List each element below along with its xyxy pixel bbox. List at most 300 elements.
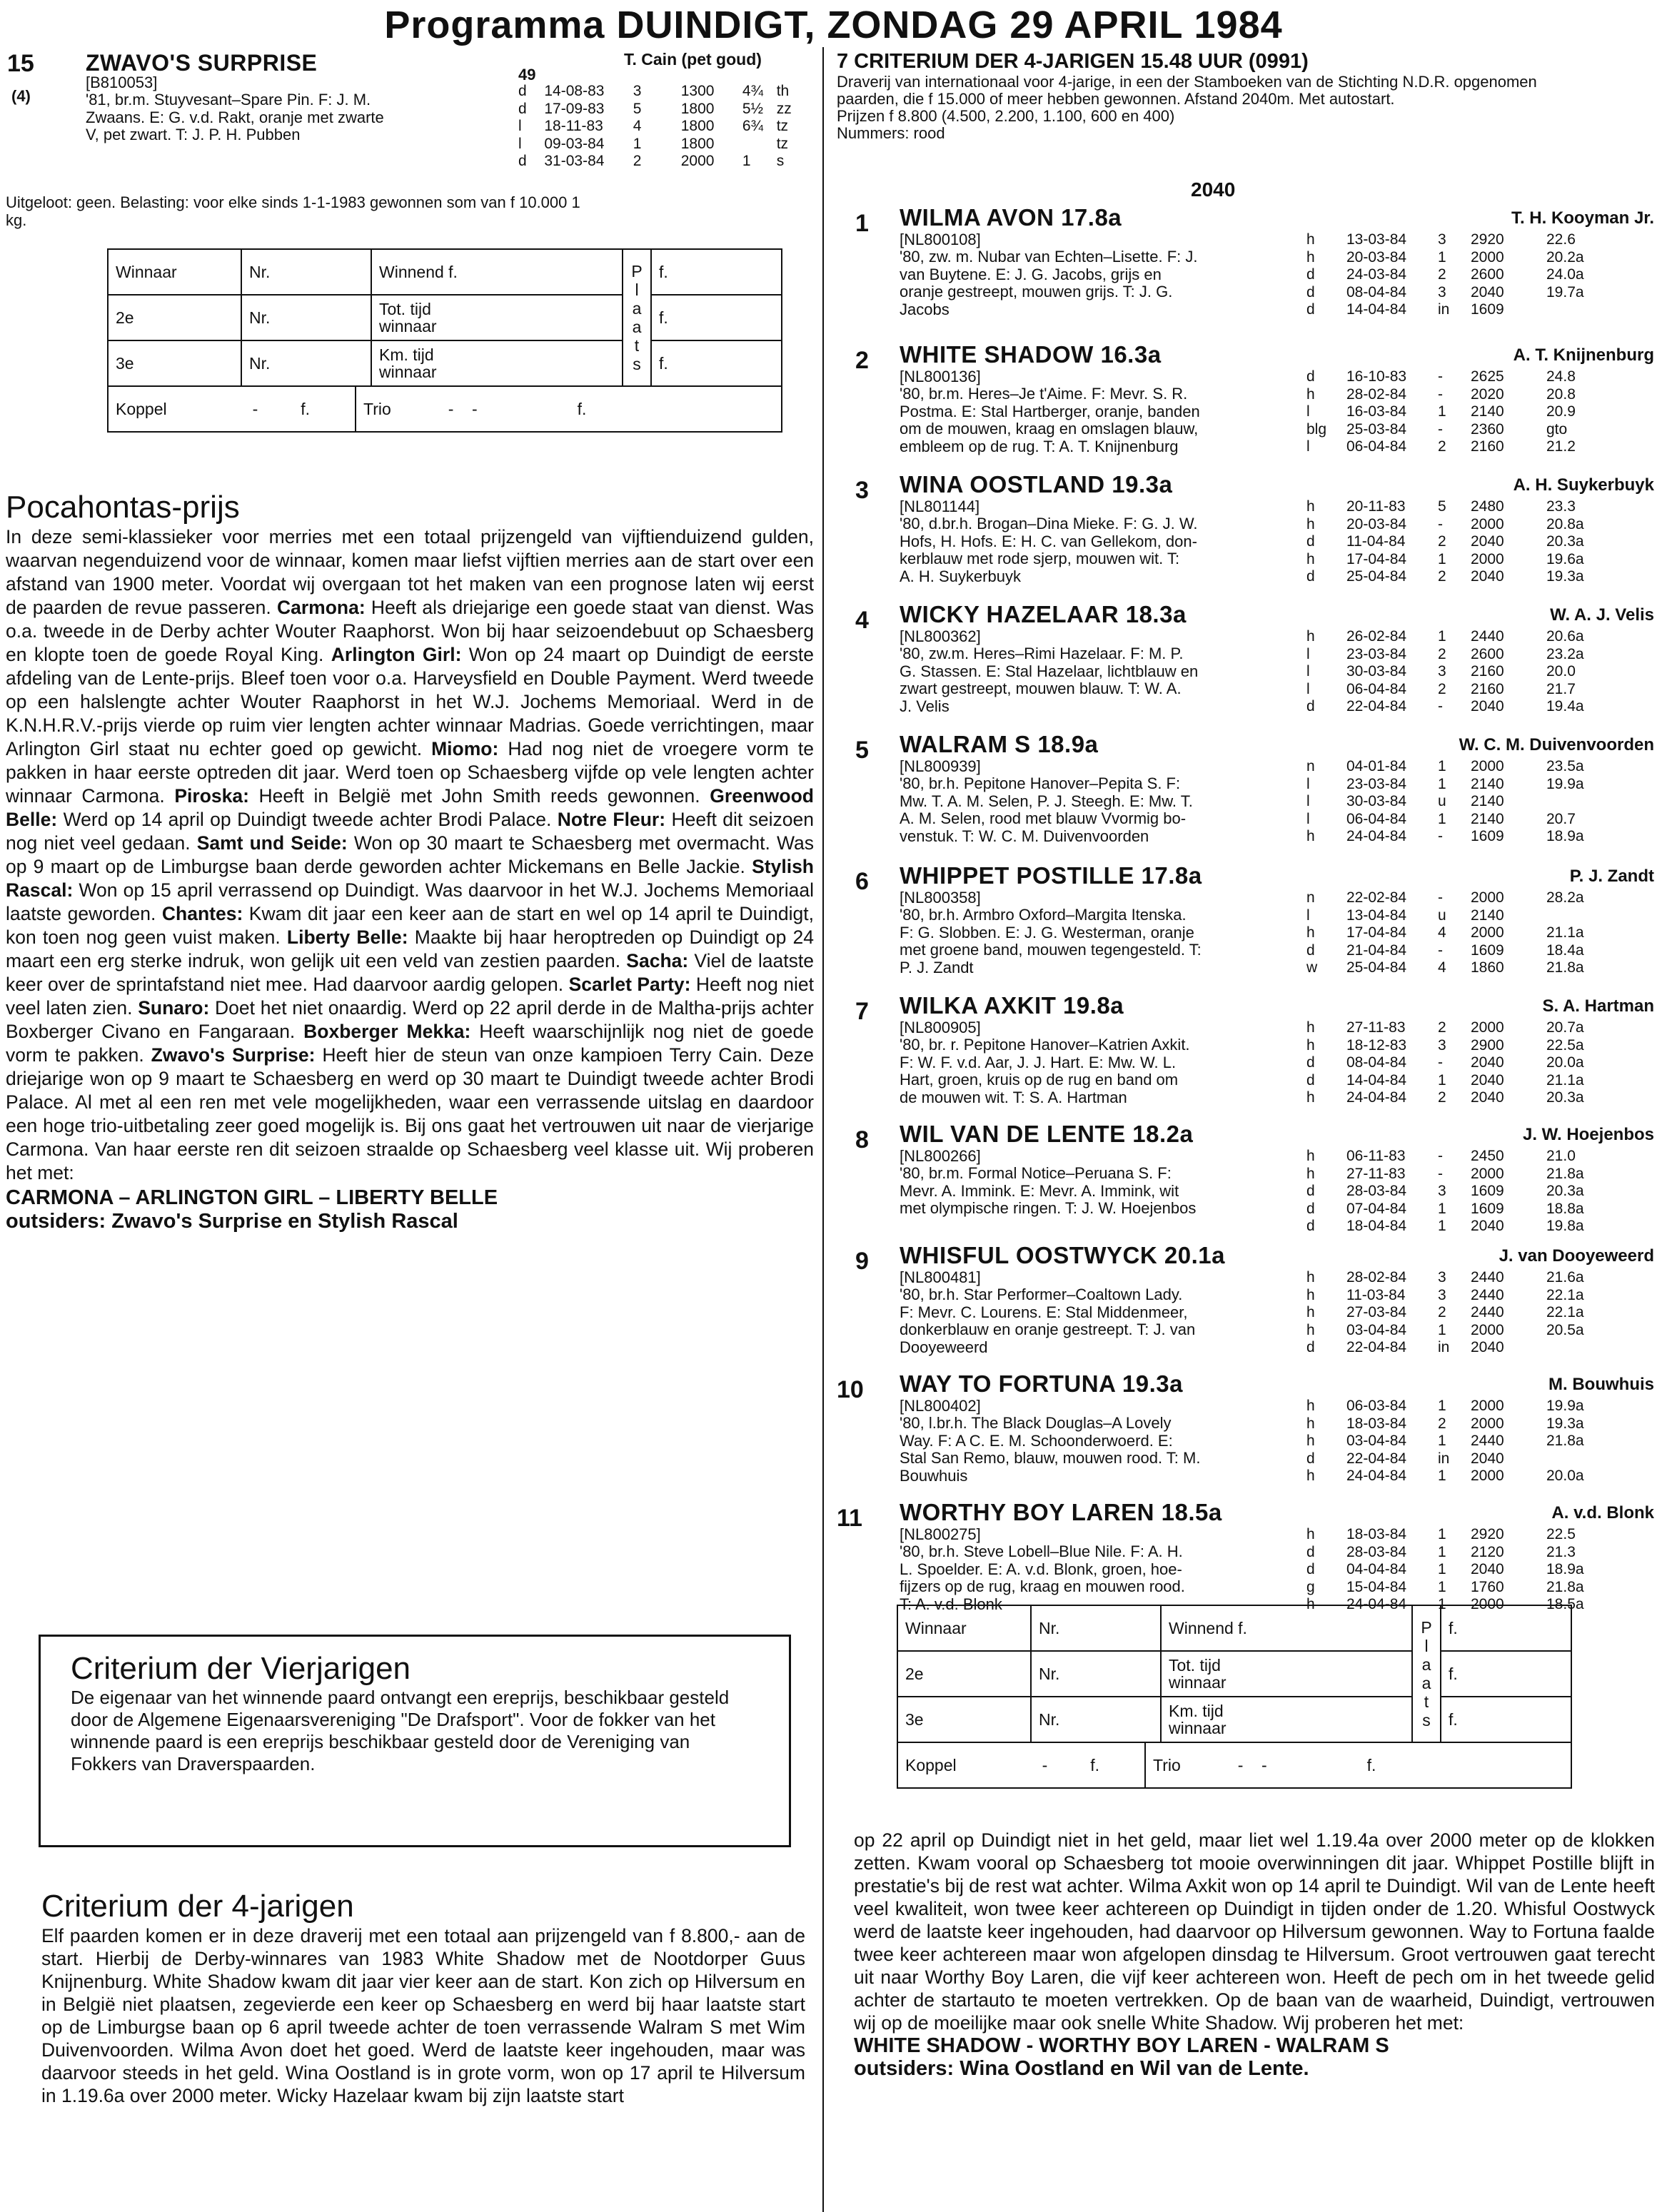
run-cell: 2 [1438, 645, 1446, 662]
trainer-name: A. H. Suykerbuyk [1513, 475, 1654, 495]
run-cell: 2000 [1471, 1019, 1504, 1036]
run-cell: 3 [1438, 1269, 1446, 1286]
run-cell: 1 [1438, 775, 1446, 792]
horse-name-inline: Piroska: [174, 785, 249, 807]
crit4-continuation [854, 1829, 1655, 2080]
horse-description: '80, zw.m. Heres–Rimi Hazelaar. F: M. P. G. Stassen. E: Stal Hazelaar, lichtblauw en zwart gestreept, mouwen blauw. T: W. A. J. Velis [900, 645, 1199, 715]
run-cell: 2000 [1471, 550, 1504, 567]
run-cell: 1 [1438, 1468, 1446, 1485]
run-cell: 21.8a [1546, 959, 1584, 976]
run-cell: h [1306, 515, 1315, 532]
run-row [1306, 1398, 1611, 1415]
run-cell: 13-03-84 [1346, 231, 1407, 248]
run-cell: d [1306, 941, 1315, 959]
horse-name-inline: Chantes: [161, 903, 243, 924]
dash: - [252, 399, 258, 418]
run-cell: 1 [1438, 1526, 1446, 1542]
run-cell: 1 [1438, 1200, 1446, 1217]
run-cell: - [1438, 941, 1443, 959]
horse-name: WHIPPET POSTILLE 17.8a [900, 862, 1202, 889]
run-cell: l [1306, 906, 1310, 924]
run-cell: 21-04-84 [1346, 941, 1407, 959]
run-cell: 26-02-84 [1346, 628, 1407, 645]
section-heading: Pocahontas-prijs [6, 490, 240, 525]
run-cell: in [1438, 1339, 1450, 1356]
run-cell: 2140 [1471, 403, 1504, 420]
run-cell: 2000 [1471, 1415, 1504, 1432]
run-cell: 2000 [1471, 1321, 1504, 1338]
run-row [1306, 907, 1611, 925]
run-cell: 03-04-84 [1346, 1321, 1407, 1338]
run-cell: 2140 [1471, 906, 1504, 924]
entry-number: 2 [855, 347, 869, 374]
run-cell: 20-03-84 [1346, 248, 1407, 266]
run-cell: d [518, 83, 527, 99]
horse-comment: Viel de laatste keer over de sprintafstand niet mee. Had daarvoor aardig gelopen. [6, 950, 814, 995]
run-row [518, 83, 804, 101]
horse-code: [B810053] [86, 74, 158, 91]
run-cell: 24-04-84 [1346, 828, 1407, 845]
run-history [1306, 628, 1611, 716]
nr-label: Nr. [1031, 1697, 1161, 1742]
run-cell: l [518, 135, 522, 152]
horse-name-inline: Sunaro: [138, 997, 210, 1019]
entry-number: 10 [837, 1376, 864, 1403]
nr-label: Nr. [1031, 1651, 1161, 1697]
run-cell: 06-11-83 [1346, 1148, 1406, 1164]
run-cell: d [1306, 266, 1315, 283]
trainer-name: M. Bouwhuis [1548, 1375, 1654, 1394]
run-cell: 2 [1438, 1089, 1446, 1106]
run-row [1306, 1561, 1611, 1579]
run-cell: 30-03-84 [1346, 663, 1407, 680]
run-cell: 2160 [1471, 680, 1504, 697]
run-cell: 20.6a [1546, 628, 1584, 645]
run-cell: 2 [1438, 680, 1446, 697]
horse-name-inline: Carmona: [276, 597, 366, 618]
run-cell: l [1306, 403, 1310, 420]
run-row [1306, 301, 1611, 319]
run-row [1306, 828, 1611, 846]
run-cell: 30-03-84 [1346, 793, 1407, 810]
run-cell: 21.3 [1546, 1543, 1576, 1560]
run-cell: 23.2a [1546, 645, 1584, 662]
second-label: 2e [897, 1651, 1031, 1697]
run-row [1306, 942, 1611, 960]
run-cell: 2000 [1471, 248, 1504, 266]
dashes: - - [1237, 1755, 1267, 1774]
entry-number: 3 [855, 477, 869, 504]
run-cell: 23-03-84 [1346, 645, 1407, 662]
run-cell: 11-03-84 [1346, 1286, 1406, 1303]
run-cell: 27-11-83 [1346, 1019, 1406, 1036]
run-cell: 08-04-84 [1346, 1054, 1407, 1071]
run-row [1306, 758, 1611, 776]
horse-comment: Won op 15 april verrassend op Duindigt. Was daarvoor in het W.J. Jochems Memoriaal laatste geworden. [6, 879, 814, 924]
horse-description: '80, br.m. Formal Notice–Peruana S. F: Mevr. A. Immink. E: Mevr. A. Immink, wit met olympische ringen. T: J. W. Hoejenbos [900, 1164, 1197, 1218]
run-cell: l [518, 118, 522, 135]
run-cell: d [1306, 368, 1315, 385]
run-cell: 18-04-84 [1346, 1218, 1407, 1235]
run-cell: 2600 [1471, 645, 1504, 662]
run-cell: 2000 [1471, 889, 1504, 906]
horse-code: [NL800481] [900, 1268, 981, 1286]
run-cell: 3 [1438, 1036, 1446, 1054]
run-cell: 2040 [1471, 1218, 1504, 1235]
horse-comment: Heeft waarschijnlijk nog niet de goede vorm te pakken. [6, 1021, 814, 1066]
run-cell: - [1438, 515, 1443, 532]
run-cell: 1800 [680, 100, 715, 117]
race-header [837, 50, 1658, 142]
run-cell: 3 [633, 83, 642, 99]
run-row [1306, 516, 1611, 534]
race-prizes: Prijzen f 8.800 (4.500, 2.200, 1.100, 600 en 400) [837, 107, 1175, 125]
run-cell: - [1438, 385, 1443, 403]
trainer-name: W. C. M. Duivenvoorden [1459, 735, 1654, 754]
run-cell: 2040 [1471, 568, 1504, 585]
horse-name-inline: Boxberger Mekka: [303, 1021, 471, 1042]
run-cell: 1 [742, 153, 751, 170]
run-cell: h [1306, 1286, 1315, 1303]
run-cell: 2450 [1471, 1148, 1504, 1164]
run-row [1306, 533, 1611, 551]
run-cell: 1800 [680, 135, 715, 152]
run-cell: 18.4a [1546, 941, 1584, 959]
run-cell: 28-03-84 [1346, 1183, 1407, 1200]
run-cell: 06-03-84 [1346, 1398, 1407, 1414]
run-cell: h [1306, 231, 1315, 248]
run-row [1306, 551, 1611, 569]
horse-name: WHISFUL OOSTWYCK 20.1a [900, 1242, 1225, 1268]
run-row [1306, 1322, 1611, 1340]
run-cell [1546, 1450, 1611, 1468]
run-cell: 18.8a [1546, 1200, 1584, 1217]
entry-number: 4 [855, 607, 869, 634]
run-cell: 11-04-84 [1346, 533, 1406, 550]
run-cell: 22.5a [1546, 1036, 1584, 1054]
run-row [1306, 421, 1611, 439]
run-cell: in [1438, 301, 1450, 318]
horse-code: [NL800939] [900, 757, 981, 775]
trainer-name: S. A. Hartman [1542, 996, 1654, 1016]
horse-comment: Heeft in België met John Smith reeds gewonnen. [248, 785, 700, 807]
run-cell: 2440 [1471, 628, 1504, 645]
horse-code: [NL800905] [900, 1019, 981, 1036]
plaats-label: P l a a t s [623, 249, 651, 386]
run-row [1306, 1526, 1611, 1544]
run-history [1306, 1526, 1611, 1614]
run-row [518, 153, 804, 171]
horse-code: [NL800266] [900, 1147, 981, 1165]
horse-name-inline: Miomo: [431, 738, 499, 759]
run-cell: h [1306, 1415, 1315, 1432]
run-cell: 3 [1438, 663, 1446, 680]
run-cell: 27-03-84 [1346, 1304, 1407, 1321]
run-cell: 1760 [1471, 1578, 1504, 1595]
horse-comment: Werd op 14 april op Duindigt tweede achter Brodi Palace. [57, 809, 552, 830]
run-cell [1546, 301, 1611, 319]
nr-label: Nr. [241, 249, 371, 295]
run-cell: 04-04-84 [1346, 1561, 1407, 1578]
entry-number: 11 [837, 1505, 862, 1532]
run-cell: 1 [1438, 1578, 1446, 1595]
run-cell: blg [1306, 420, 1327, 438]
column-divider [822, 47, 824, 2212]
run-cell: d [1306, 1054, 1315, 1071]
nr-label: Nr. [1031, 1605, 1161, 1651]
run-cell: d [1306, 1200, 1315, 1217]
run-cell: 2140 [1471, 793, 1504, 810]
run-cell: l [1306, 775, 1310, 792]
run-cell: 07-04-84 [1346, 1200, 1407, 1217]
run-cell: 1609 [1471, 828, 1504, 845]
run-cell: w [1306, 959, 1318, 976]
run-cell: h [1306, 1398, 1315, 1414]
horse-name-inline: Arlington Girl: [331, 644, 462, 665]
run-cell: 31-03-84 [544, 153, 605, 170]
horse-code: [NL800108] [900, 231, 981, 248]
run-cell: 1 [1438, 1433, 1446, 1450]
run-row [1306, 663, 1611, 681]
horse-description: '80, br.h. Pepitone Hanover–Pepita S. F: Mw. T. A. M. Selen, P. J. Steegh. E: Mw. T. A. M. Selen, rood met blauw Vvormig bo- venstuk. T: W. C. M. Duivenvoorden [900, 774, 1193, 845]
dashes: - - [448, 399, 478, 418]
run-cell: 19.9a [1546, 775, 1584, 792]
run-cell: d [1306, 1218, 1315, 1235]
trainer-name: T. Cain (pet goud) [624, 50, 762, 69]
run-row [1306, 1072, 1611, 1090]
run-cell: 22-04-84 [1346, 698, 1407, 715]
run-cell: 19.6a [1546, 550, 1584, 567]
run-cell: l [1306, 663, 1310, 680]
run-cell: 2625 [1471, 368, 1504, 385]
run-row [518, 136, 804, 153]
run-cell: tz [776, 135, 789, 152]
continuation-text: op 22 april op Duindigt niet in het geld, maar liet wel 1.19.4a over 2000 meter op de klokken zetten. Kwam vooral op Schaesberg tot mooie overwinningen dit jaar. Whippet Postille blijft in prestatie's bij de rest wat achter. Wilma Axkit won op 14 april te Duindigt. Wil van de Lente heeft veel kwaliteit, won twee keer achtereen op Duindigt in tijden onder de 1.20. Whisful Oostwyck werd de laatste keer ingehouden, had daarvoor op Hilversum gewonnen. Way to Fortuna faalde twee keer achtereen maar won afgelopen dinsdag te Hilversum. Groot vertrouwen gaat terecht uit naar Worthy Boy Laren, die vijf keer achtereen won. Heeft de pech om in het tweede gelid achter de startauto te moeten vertrekken. Op de baan van de waarheid, Duindigt, vertrouwen wij op de moeilijke maar ook snelle White Shadow. Wij proberen het met: [854, 1829, 1655, 2034]
f-cell: f. [1090, 1755, 1100, 1774]
run-cell: u [1438, 793, 1446, 810]
run-cell: 19.7a [1546, 283, 1584, 301]
run-history [518, 83, 804, 171]
run-cell: 1 [1438, 550, 1446, 567]
run-cell: 2 [1438, 1415, 1446, 1432]
section-heading: Criterium der 4-jarigen [41, 1889, 354, 1924]
run-cell: 18.9a [1546, 1561, 1584, 1578]
run-cell: 2140 [1471, 810, 1504, 827]
run-cell: 1609 [1471, 301, 1504, 318]
run-cell: 2 [1438, 1019, 1446, 1036]
run-cell: 3 [1438, 1286, 1446, 1303]
run-row [1306, 1287, 1611, 1305]
horse-name: WAY TO FORTUNA 19.3a [900, 1370, 1183, 1397]
run-cell: 1609 [1471, 941, 1504, 959]
run-row [1306, 1269, 1611, 1287]
horse-code: [NL800136] [900, 368, 981, 385]
horse-name: ZWAVO'S SURPRISE [86, 50, 318, 76]
horse-comment: Heeft als driejarige een goede staat van dienst. Was o.a. tweede in de Derby achter Wouter Raaphorst. Won bij haar seizoendebuut op Schaesberg en klopte toen de goede Royal King. [6, 597, 814, 665]
run-cell: l [1306, 680, 1310, 697]
run-cell: h [1306, 1269, 1315, 1286]
horse-name-inline: Stylish Rascal: [6, 856, 814, 901]
run-cell: 20-03-84 [1346, 515, 1407, 532]
pocahontas-section [6, 490, 814, 1233]
run-cell: h [1306, 248, 1315, 266]
prognosis-outsiders: outsiders: Zwavo's Surprise en Stylish Rascal [6, 1210, 458, 1233]
horse-comment: Heeft nog niet veel laten zien. [6, 974, 814, 1019]
run-cell: 24-04-84 [1346, 1468, 1407, 1485]
run-cell: 4 [1438, 924, 1446, 941]
run-cell: 14-04-84 [1346, 301, 1407, 318]
run-cell: d [1306, 568, 1315, 585]
run-cell: d [1306, 1339, 1315, 1356]
run-cell: 2600 [1471, 266, 1504, 283]
run-cell: 1 [1438, 628, 1446, 645]
run-cell: 21.0 [1546, 1148, 1576, 1164]
winnaar-label: Winnaar [897, 1605, 1031, 1651]
box-text: De eigenaar van het winnende paard ontvangt een ereprijs, beschikbaar gesteld door de Algemene Eigenaarsvereniging "De Drafsport". Voor de fokker van het winnende paard is een ereprijs beschikbaar gesteld door de Vereniging van Fokkers van Draverspaarden. [71, 1687, 730, 1774]
run-cell: s [776, 153, 785, 170]
nr-label: Nr. [241, 340, 371, 386]
run-cell: 2 [1438, 568, 1446, 585]
run-row [1306, 681, 1611, 699]
run-cell: 2160 [1471, 438, 1504, 455]
horse-name: WICKY HAZELAAR 18.3a [900, 601, 1187, 627]
run-row [1306, 628, 1611, 646]
run-cell: 2040 [1471, 533, 1504, 550]
run-cell: h [1306, 1019, 1315, 1036]
run-cell: n [1306, 758, 1315, 774]
run-cell: 2440 [1471, 1304, 1504, 1321]
run-cell: 2360 [1471, 420, 1504, 438]
run-cell: 20.9 [1546, 403, 1576, 420]
race-distance: 2040 [1191, 178, 1236, 201]
run-row [1306, 231, 1611, 249]
run-cell: 22.1a [1546, 1286, 1584, 1303]
f-cell: f. [577, 399, 587, 418]
run-cell [742, 136, 777, 153]
run-cell: h [1306, 550, 1315, 567]
run-cell: - [1438, 1148, 1443, 1164]
winnend-label: Winnend f. [1161, 1605, 1412, 1651]
run-cell: 23-03-84 [1346, 775, 1407, 792]
run-cell: 19.4a [1546, 698, 1584, 715]
run-cell: 1 [1438, 758, 1446, 774]
run-cell: 2040 [1471, 698, 1504, 715]
run-cell: 6¾ [742, 118, 764, 135]
trainer-name: P. J. Zandt [1569, 867, 1654, 886]
trio-label: Trio [1153, 1755, 1181, 1774]
tot-tijd-label: Tot. tijd winnaar [371, 295, 623, 340]
run-cell: 20.7a [1546, 1019, 1584, 1036]
run-cell [1546, 907, 1611, 925]
run-cell: n [1306, 889, 1315, 906]
horse-name-inline: Zwavo's Surprise: [151, 1044, 316, 1066]
run-cell: 20.2a [1546, 248, 1584, 266]
run-cell: 16-03-84 [1346, 403, 1407, 420]
run-cell: 20.3a [1546, 533, 1584, 550]
run-cell: 2160 [1471, 663, 1504, 680]
tot-tijd-label: Tot. tijd winnaar [1161, 1651, 1412, 1697]
run-cell: 20.5a [1546, 1321, 1584, 1338]
run-row [1306, 1415, 1611, 1433]
run-cell: 1 [1438, 810, 1446, 827]
run-cell: 22-04-84 [1346, 1450, 1407, 1467]
run-cell: h [1306, 1036, 1315, 1054]
horse-description: '80, br.h. Star Performer–Coaltown Lady. F: Mevr. C. Lourens. E: Stal Middenmeer, donkerblauw en oranje gestreept. T: J. van Dooyeweerd [900, 1286, 1196, 1356]
run-row [1306, 889, 1611, 907]
run-cell: 2 [1438, 266, 1446, 283]
run-cell: 4¾ [742, 83, 764, 99]
run-cell: d [1306, 533, 1315, 550]
run-row [1306, 646, 1611, 664]
run-row [1306, 1339, 1611, 1357]
run-cell: 28.2a [1546, 889, 1584, 906]
race-numbers: Nummers: rood [837, 124, 945, 142]
koppel-label: Koppel [905, 1755, 957, 1774]
horse-comment: Doet het niet onaardig. Werd op 22 april derde in de Maltha-prijs achter Boxberger Civano en Fangaraan. [6, 997, 814, 1042]
run-cell: 5 [1438, 498, 1446, 515]
run-history [1306, 498, 1611, 586]
third-label: 3e [897, 1697, 1031, 1742]
run-cell: 21.8a [1546, 1165, 1584, 1182]
run-cell: 2000 [1471, 515, 1504, 532]
run-cell: u [1438, 906, 1446, 924]
third-label: 3e [108, 340, 241, 386]
horse-name: WALRAM S 18.9a [900, 731, 1099, 757]
horse-code: [NL800402] [900, 1397, 981, 1415]
run-cell: h [1306, 1304, 1315, 1321]
run-cell [1546, 793, 1611, 811]
run-cell: 13-04-84 [1346, 906, 1407, 924]
run-cell: 5½ [742, 100, 764, 117]
run-cell: 3 [1438, 231, 1446, 248]
km-tijd-label: Km. tijd winnaar [1161, 1697, 1412, 1742]
run-cell: 2020 [1471, 385, 1504, 403]
run-cell: 20.3a [1546, 1183, 1584, 1200]
entry-number: 15 [7, 50, 34, 77]
run-row [1306, 1450, 1611, 1468]
prev-entry [6, 50, 805, 193]
run-row [1306, 266, 1611, 284]
horse-comment: Heeft dit seizoen nog niet veel gedaan. [6, 809, 814, 854]
run-cell: 17-09-83 [544, 100, 605, 117]
horse-name-inline: Sacha: [626, 950, 689, 971]
run-row [1306, 1089, 1611, 1107]
horse-description: '80, l.br.h. The Black Douglas–A Lovely Way. F: A C. E. M. Schoonderwoerd. E: Stal San Remo, blauw, mouwen rood. T: M. Bouwhuis [900, 1414, 1201, 1485]
run-cell: 1 [1438, 403, 1446, 420]
run-cell: 1609 [1471, 1200, 1504, 1217]
run-cell: tz [776, 118, 789, 135]
horse-comment: Maakte bij haar heroptreden op Duindigt op 24 maart een erg sterke indruk, won gelijk uit een veld van zestien paarden. [6, 926, 814, 971]
run-row [1306, 1054, 1611, 1072]
run-cell: l [1306, 810, 1310, 827]
run-cell: 24.8 [1546, 368, 1576, 385]
horse-name-inline: Scarlet Party: [568, 974, 691, 995]
run-cell: 19.9a [1546, 1398, 1584, 1414]
run-cell: 03-04-84 [1346, 1433, 1407, 1450]
run-cell: 19.8a [1546, 1218, 1584, 1235]
horse-name: WORTHY BOY LAREN 18.5a [900, 1499, 1222, 1525]
run-row [1306, 284, 1611, 302]
run-cell: 04-01-84 [1346, 758, 1407, 774]
trainer-name: J. van Dooyeweerd [1499, 1246, 1654, 1266]
run-cell: 2000 [1471, 1398, 1504, 1414]
run-cell: 20.3a [1546, 1089, 1584, 1106]
run-cell: 27-11-83 [1346, 1165, 1406, 1182]
run-cell: - [1438, 889, 1443, 906]
run-cell: 2440 [1471, 1286, 1504, 1303]
run-cell: - [1438, 698, 1443, 715]
run-cell: th [776, 83, 790, 99]
